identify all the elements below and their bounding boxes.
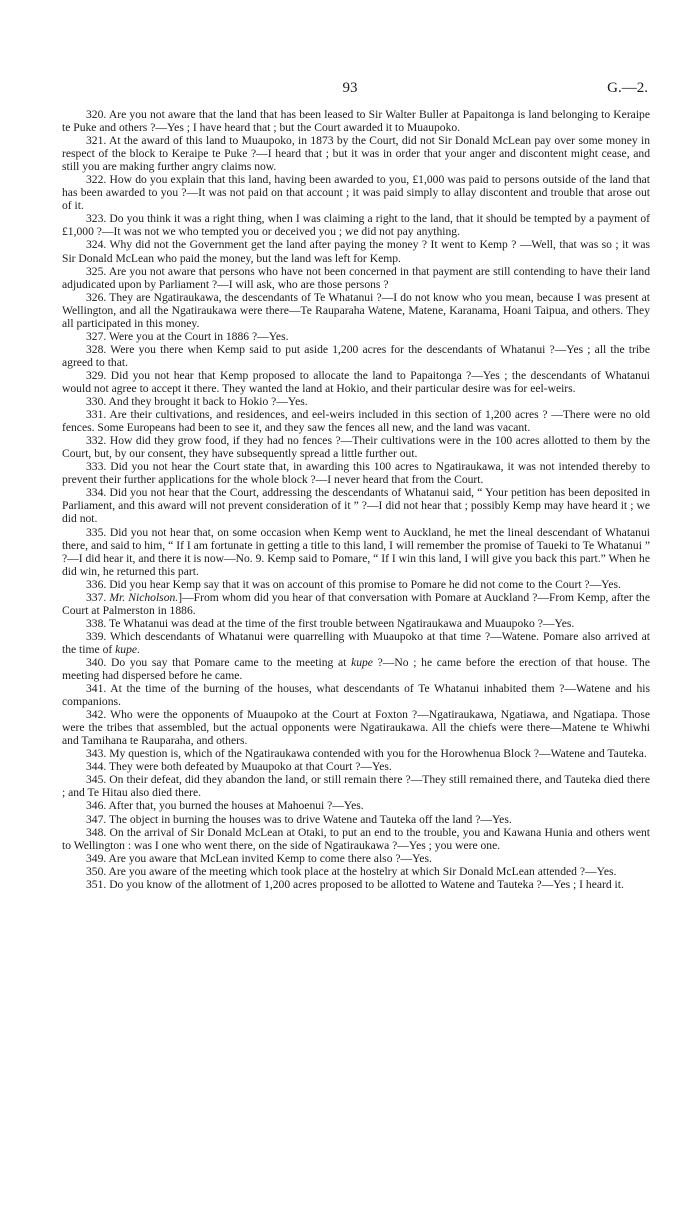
question-paragraph: 347. The object in burning the houses was to drive Watene and Tauteka off the land ?—Yes.	[86, 812, 512, 826]
question-paragraph: 337. Mr. Nicholson.]—From whom did you hear of that conversation with Pomare at Auckland ?—From Kemp, after the Court at Palmerston in 1886.	[62, 590, 651, 617]
question-paragraph: 344. They were both defeated by Muaupoko at that Court ?—Yes.	[86, 760, 392, 774]
question-paragraph: 348. On the arrival of Sir Donald McLean at Otaki, to put an end to the trouble, you and Kawana Hunia and others went to Wellington : was I one who went there, on the side of Ngatiraukawa ?—Yes ; you were one.	[62, 825, 650, 852]
page-number: 93	[342, 80, 358, 96]
document-code: G.—2.	[607, 80, 648, 96]
question-paragraph: 330. And they brought it back to Hokio ?—Yes.	[86, 395, 308, 409]
question-paragraph: 332. How did they grow food, if they had no fences ?—Their cultivations were in the 100 acres allotted to them by the Court, but, by our consent, they have subsequently spread a little further out.	[62, 434, 650, 461]
question-paragraph: 342. Who were the opponents of Muaupoko at the Court at Foxton ?—Ngatiraukawa, Ngatiawa, and Ngatiapa. Those were the tribes that assembled, but the actual opponents were Ngatiraukawa. All the chiefs were there—Matene te Whiwhi and Tamihana te Rauparaha, and others.	[62, 708, 650, 748]
question-paragraph: 349. Are you aware that McLean invited Kemp to come there also ?—Yes.	[86, 851, 432, 865]
question-paragraph: 334. Did you not hear that the Court, addressing the descendants of Whatanui said, “ Your petition has been deposited in Parliament, and this award will not prevent consideration of it ” ?—I did not hear that ; possibly Kemp may have heard it ; we did not.	[62, 486, 650, 526]
question-paragraph: 346. After that, you burned the houses at Mahoenui ?—Yes.	[86, 799, 364, 813]
question-paragraph: 335. Did you not hear that, on some occasion when Kemp went to Auckland, he met the lineal descendant of Whatanui there, and said to him, “ If I am fortunate in getting a title to this land, I will remember the promise of Taueki to Te Whatanui ” ?—I did hear it, and there it is now—No. 9. Kemp said to Pomare, “ If I win this land, I will give you back this part.” When he did win, he returned this part.	[62, 525, 650, 578]
question-paragraph: 333. Did you not hear the Court state that, in awarding this 100 acres to Ngatiraukawa, it was not intended thereby to prevent their further applications for the whole block ?—I never heard that from the Court.	[62, 460, 650, 487]
question-paragraph: 323. Do you think it was a right thing, when I was claiming a right to the land, that it should be tempted by a payment of £1,000 ?—It was not we who tempted you or deceived you ; we did not pay anything.	[62, 212, 650, 239]
question-paragraph: 343. My question is, which of the Ngatiraukawa contended with you for the Horowhenua Block ?—Watene and Tauteka.	[86, 747, 647, 761]
question-paragraph: 324. Why did not the Government get the land after paying the money ? It went to Kemp ? —Well, that was so ; it was Sir Donald McLean who paid the money, but the land was left for Kemp.	[62, 238, 650, 265]
question-paragraph: 322. How do you explain that this land, having been awarded to you, £1,000 was paid to persons outside of the land that has been awarded to you ?—It was not paid on that account ; it was paid simply to allay discontent and trouble that arose out of it.	[62, 173, 650, 213]
question-paragraph: 339. Which descendants of Whatanui were quarrelling with Muaupoko at that time ?—Watene. Pomare also arrived at the time of kupe.	[62, 629, 650, 656]
question-paragraph: 350. Are you aware of the meeting which took place at the hostelry at which Sir Donald McLean attended ?—Yes.	[86, 864, 617, 878]
question-paragraph: 321. At the award of this land to Muaupoko, in 1873 by the Court, did not Sir Donald McLean pay over some money in respect of the block to Keraipe te Puke ?—I heard that ; but it was in order that your anger and discontent might cease, and still you are making further angry claims now.	[62, 134, 650, 174]
question-paragraph: 345. On their defeat, did they abandon the land, or still remain there ?—They still remained there, and Tauteka died there ; and Te Hitau also died there.	[62, 773, 650, 800]
question-paragraph: 351. Do you know of the allotment of 1,200 acres proposed to be allotted to Watene and Tauteka ?—Yes ; I heard it.	[86, 877, 624, 891]
question-paragraph: 338. Te Whatanui was dead at the time of the first trouble between Ngatiraukawa and Muaupoko ?—Yes.	[86, 616, 575, 630]
question-paragraph: 325. Are you not aware that persons who have not been concerned in that payment are still contending to have their land adjudicated upon by Parliament ?—I will ask, who are those persons ?	[62, 264, 650, 291]
question-paragraph: 331. Are their cultivations, and residences, and eel-weirs included in this section of 1,200 acres ? —There were no old fences. Some Europeans had been to see it, and they saw the fences all new, and the land was vacant.	[62, 408, 650, 435]
question-paragraph: 328. Were you there when Kemp said to put aside 1,200 acres for the descendants of Whatanui ?—Yes ; all the tribe agreed to that.	[62, 342, 650, 369]
page-header	[0, 80, 700, 100]
document-body	[62, 108, 650, 891]
question-paragraph: 320. Are you not aware that the land that has been leased to Sir Walter Buller at Papaitonga is land belonging to Keraipe te Puke and others ?—Yes ; I have heard that ; but the Court awarded it to Muaupoko.	[62, 108, 650, 135]
question-paragraph: 340. Do you say that Pomare came to the meeting at kupe ?—No ; he came before the erection of that house. The meeting had dispersed before he came.	[62, 655, 650, 683]
question-paragraph: 336. Did you hear Kemp say that it was on account of this promise to Pomare he did not come to the Court ?—Yes.	[86, 577, 621, 591]
question-paragraph: 329. Did you not hear that Kemp proposed to allocate the land to Papaitonga ?—Yes ; the descendants of Whatanui would not agree to accept it there. They wanted the land at Hokio, and their particular desire was for eel-weirs.	[62, 368, 650, 395]
question-paragraph: 327. Were you at the Court in 1886 ?—Yes.	[86, 329, 289, 343]
question-paragraph: 341. At the time of the burning of the houses, what descendants of Te Whatanui inhabited them ?—Watene and his companions.	[62, 682, 650, 709]
question-paragraph: 326. They are Ngatiraukawa, the descendants of Te Whatanui ?—I do not know who you mean, because I was present at Wellington, and all the Ngatiraukawa were there—Te Rauparaha Watene, Matene, Karanama, Hoani Taipua, and others. They all participated in this money.	[62, 290, 650, 330]
